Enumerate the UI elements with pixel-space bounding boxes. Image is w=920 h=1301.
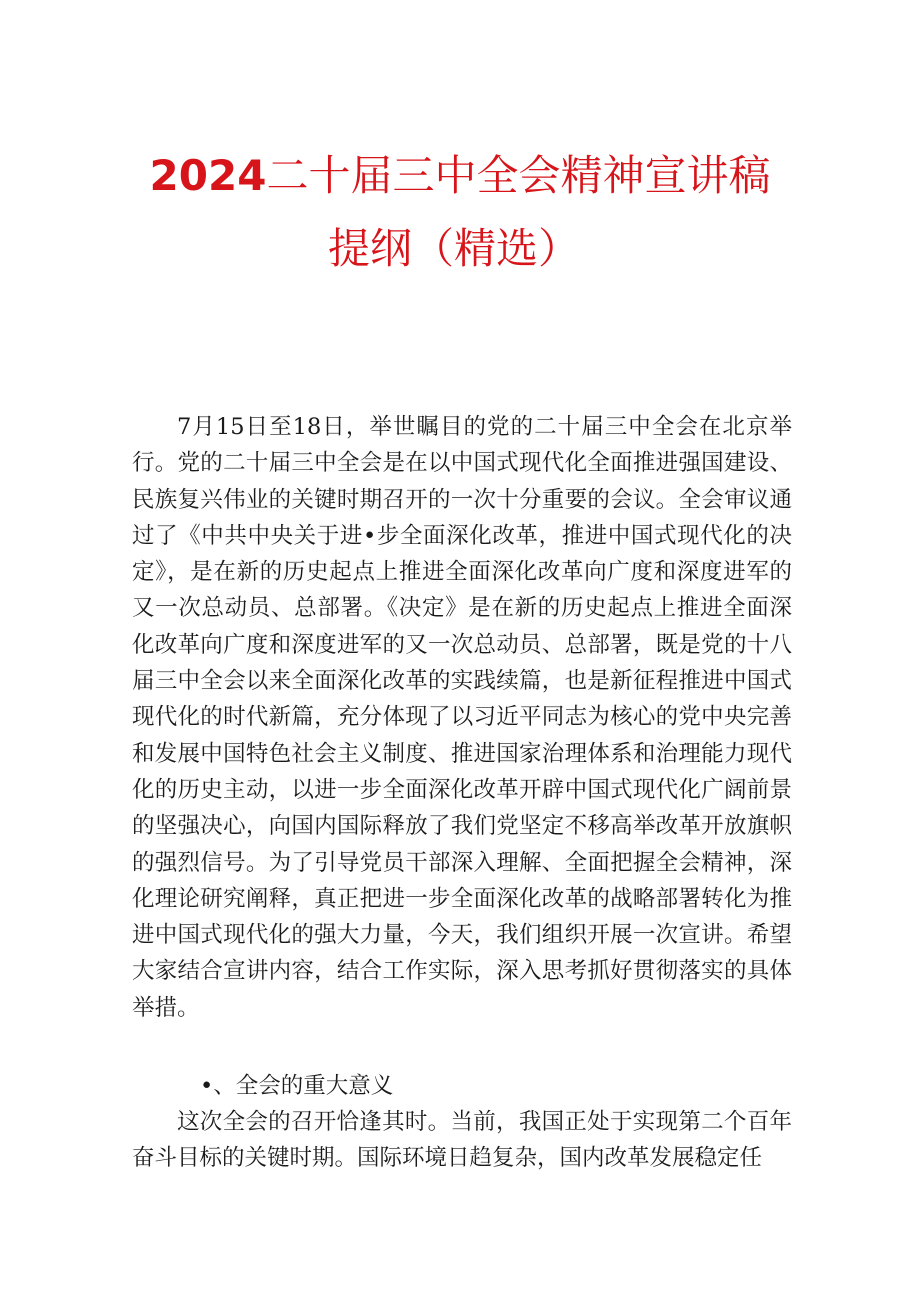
document-title-line-2: 提纲（精选） — [327, 224, 580, 273]
title-year: 2024 — [149, 151, 267, 200]
title-line-1-text: 二十届三中全会精神宣讲稿 — [266, 151, 771, 200]
section-heading: •、全会的重大意义 — [200, 1073, 394, 1099]
document-title-line-1 — [0, 151, 920, 200]
section-paragraph: 这次全会的召开恰逢其时。当前，我国正处于实现第二个百年奋斗目标的关键时期。国际环境日趋复杂，国内改革发展稳定任 — [132, 1109, 792, 1172]
intro-paragraph: 7月15日至18日，举世瞩目的党的二十届三中全会在北京举行。党的二十届三中全会是在以中国式现代化全面推进强国建设、民族复兴伟业的关键时期召开的一次十分重要的会议。全会审议通过了《中共中央关于进•步全面深化改革，推进中国式现代化的决定》，是在新的历史起点上推进全面深化改革向广度和深度进军的又一次总动员、总部署。《决定》是在新的历史起点上推进全面深化改革向广度和深度进军的又一次总动员、总部署，既是党的十八届三中全会以来全面深化改革的实践续篇，也是新征程推进中国式现代化的时代新篇，充分体现了以习近平同志为核心的党中央完善和发展中国特色社会主义制度、推进国家治理体系和治理能力现代化的历史主动，以进一步全面深化改革开辟中国式现代化广阔前景的坚强决心，向国内国际释放了我们党坚定不移高举改革开放旗帜的强烈信号。为了引导党员干部深入理解、全面把握全会精神，深化理论研究阐释，真正把进一步全面深化改革的战略部署转化为推进中国式现代化的强大力量，今天，我们组织开展一次宣讲。希望大家结合宣讲内容，结合工作实际，深入思考抓好贯彻落实的具体举措。 — [132, 414, 792, 1021]
